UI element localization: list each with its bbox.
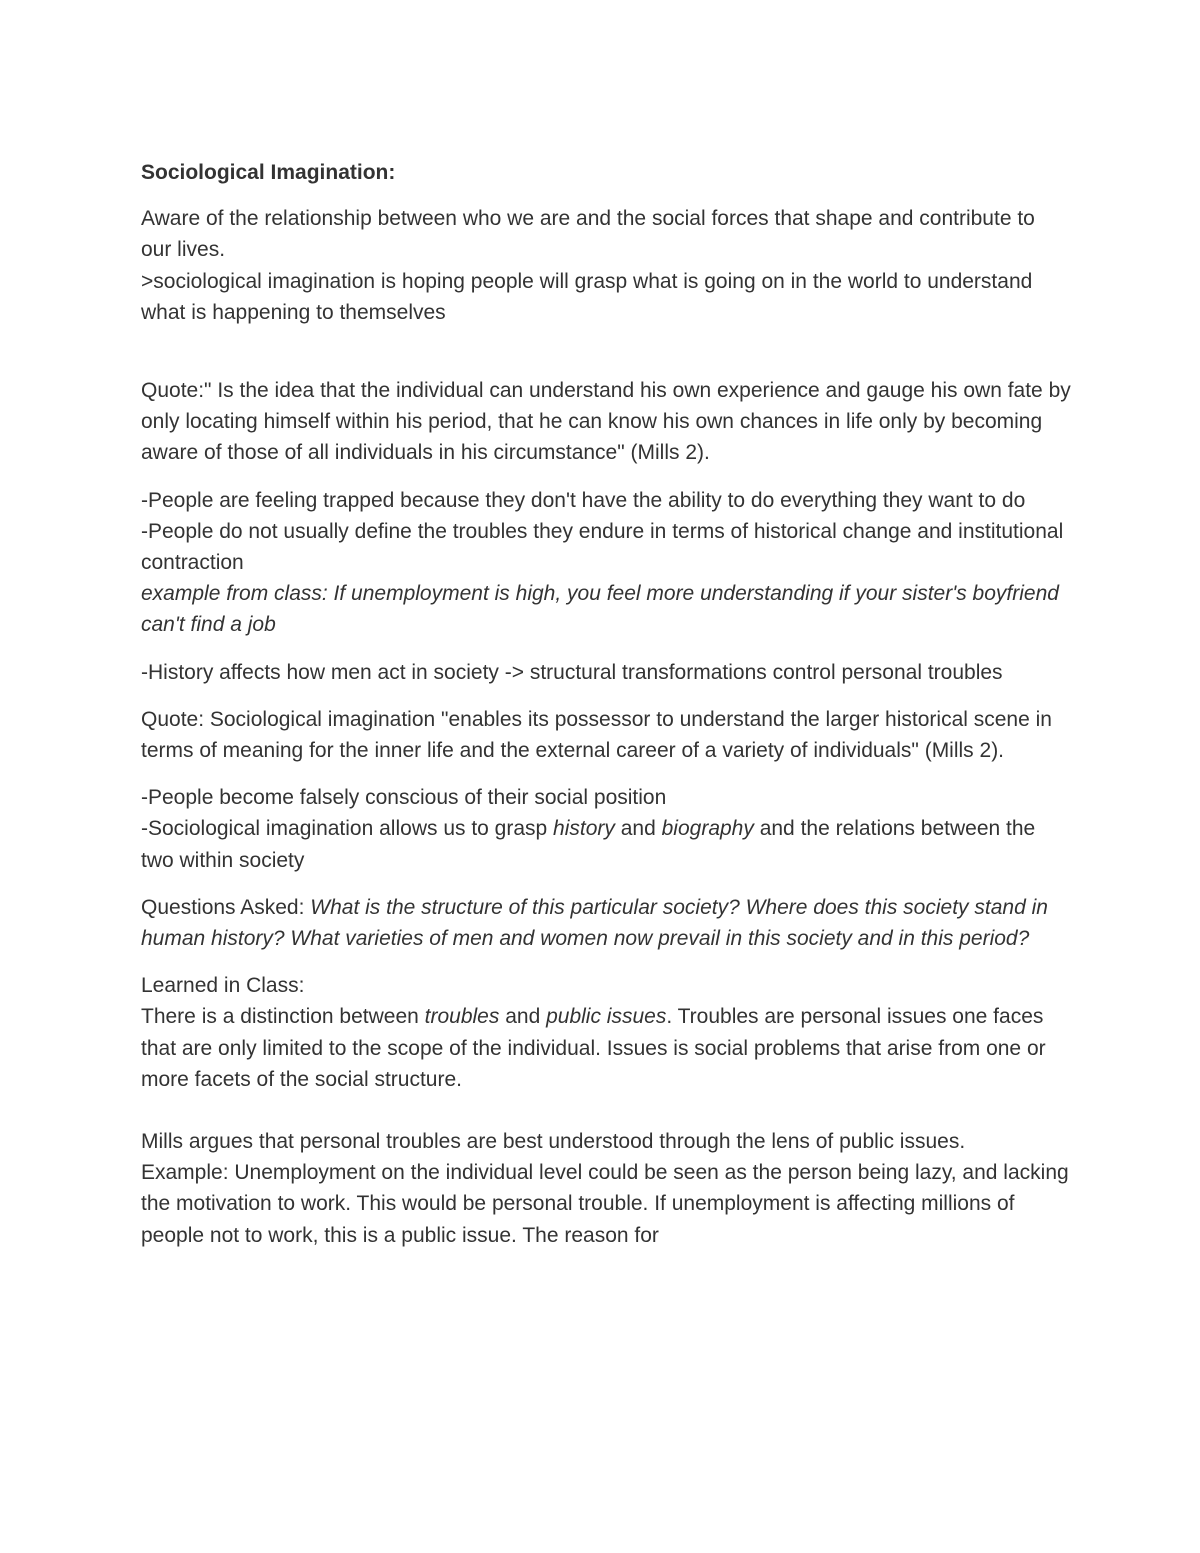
document-page — [141, 157, 1071, 1267]
questions-paragraph — [141, 892, 1071, 954]
definition-text: Aware of the relationship between who we are and the social forces that shape and contribute to our lives. — [141, 207, 1035, 262]
blank-line — [141, 1095, 1071, 1126]
learned-paragraph — [141, 970, 1071, 1095]
definition-paragraph — [141, 203, 1071, 328]
document-title: Sociological Imagination: — [141, 161, 396, 184]
consciousness-paragraph — [141, 782, 1071, 876]
questions-label: Questions Asked: — [141, 895, 311, 919]
class-example: example from class: If unemployment is high, you feel more understanding if your sister's boyfriend can't find a job — [141, 582, 1059, 637]
history-paragraph: -History affects how men act in society -> structural transformations control personal troubles — [141, 660, 1003, 684]
note-trapped: -People are feeling trapped because they don't have the ability to do everything they want to do — [141, 488, 1026, 512]
troubles-term: troubles — [424, 1005, 500, 1029]
blank-line — [141, 344, 1071, 375]
notes-paragraph — [141, 485, 1071, 641]
note-troubles: -People do not usually define the troubles they endure in terms of historical change and institutional contraction — [141, 519, 1064, 575]
public-issues-term: public issues — [546, 1005, 667, 1029]
quote-paragraph-1: Quote:" Is the idea that the individual can understand his own experience and gauge his own fate by only locating himself within his period, that he can know his own chances in life only by becoming aware of those of all individuals in his circumstance" (Mills 2). — [141, 379, 1071, 465]
quote-paragraph-2: Quote: Sociological imagination "enables its possessor to understand the larger historical scene in terms of meaning for the inner life and the external career of a variety of individuals" (Mills 2). — [141, 707, 1052, 763]
history-term: history — [553, 817, 615, 841]
definition-note: >sociological imagination is hoping people will grasp what is going on in the world to understand what is happening to themselves — [141, 269, 1033, 324]
mills-argument: Mills argues that personal troubles are best understood through the lens of public issues. — [141, 1130, 966, 1154]
learned-text: There is a distinction between troubles and public issues. Troubles are personal issues one faces that are only limited to the scope of the individual. Issues is social problems that arise from one or more facets of the social structure. — [141, 1005, 1046, 1091]
mills-example: Example: Unemployment on the individual level could be seen as the person being lazy, and lacking the motivation to work. This would be personal trouble. If unemployment is affecting millions of people not to work, this is a public issue. The reason for — [141, 1161, 1069, 1247]
note-false-consciousness: -People become falsely conscious of their social position — [141, 786, 667, 810]
mills-paragraph — [141, 1126, 1071, 1251]
questions-text: What is the structure of this particular society? Where does this society stand in human history? What varieties of men and women now prevail in this society and in this period? — [141, 895, 1048, 951]
learned-heading: Learned in Class: — [141, 974, 305, 998]
biography-term: biography — [661, 817, 754, 841]
note-history-biography: -Sociological imagination allows us to grasp history and biography and the relations between the two within society — [141, 817, 1036, 872]
